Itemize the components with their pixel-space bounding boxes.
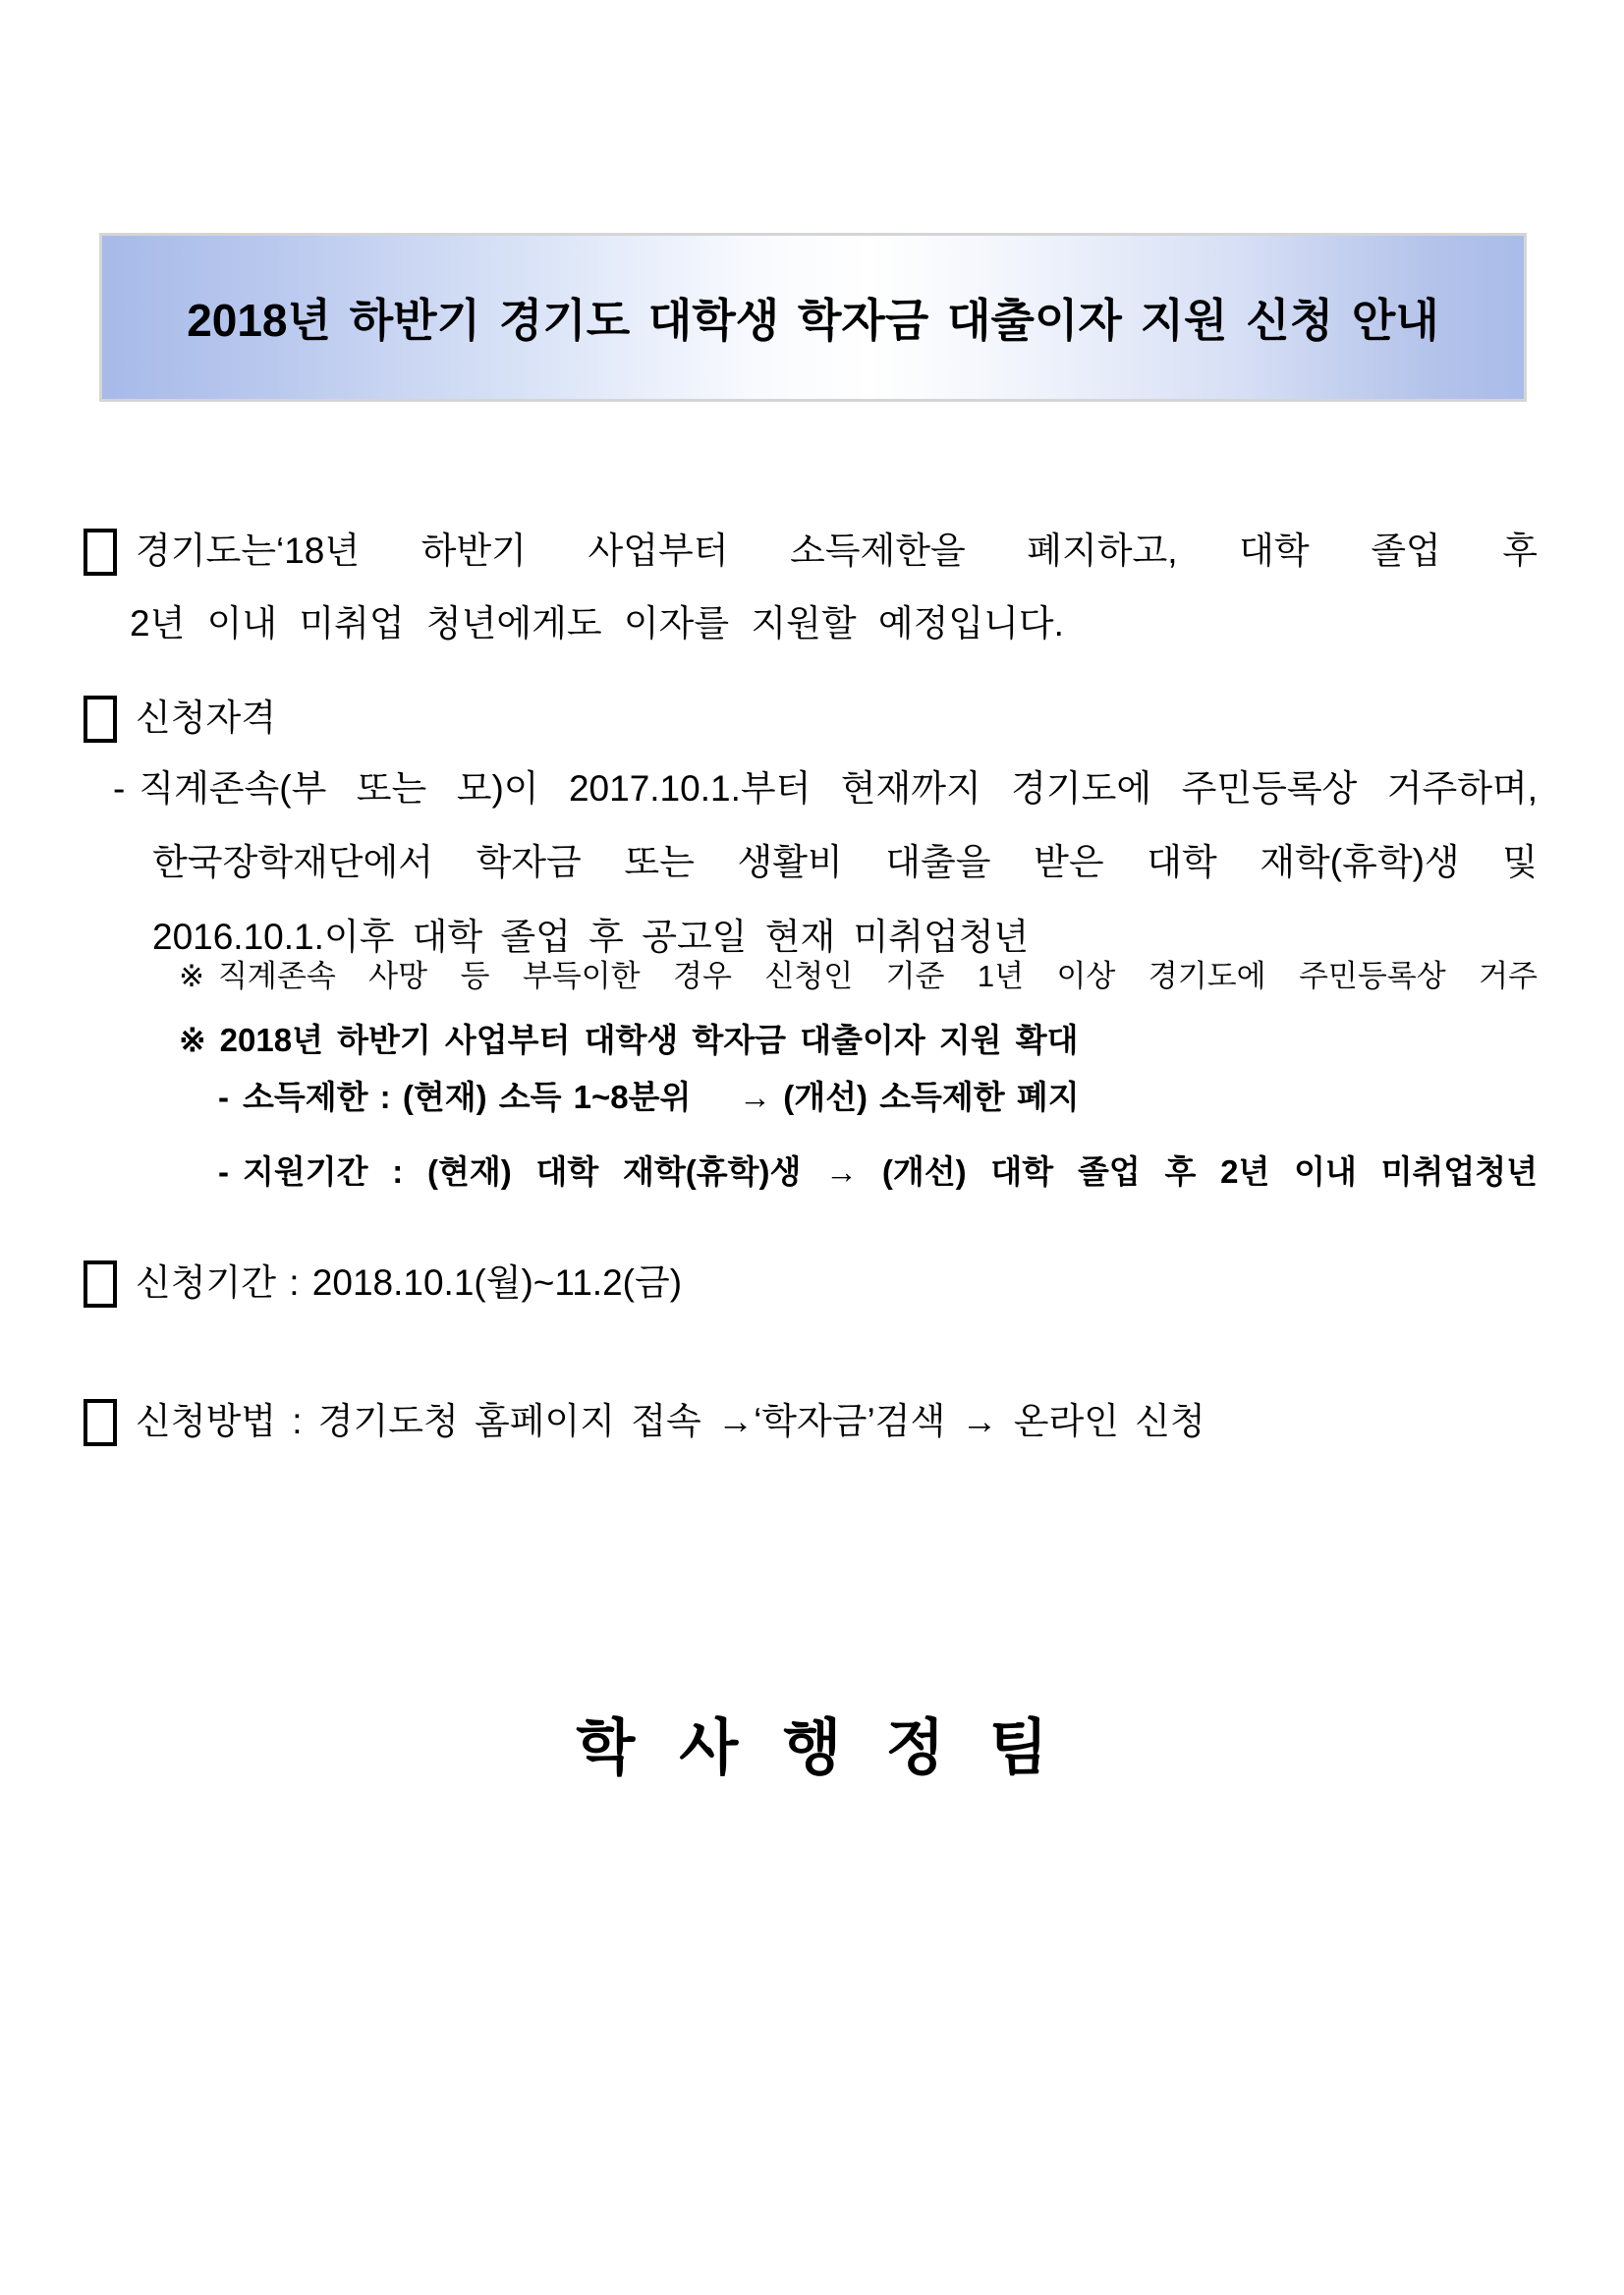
improvement-item-period bbox=[218, 1136, 1538, 1208]
application-method: 신청방법 : 경기도청 홈페이지 접속 →‘학자금’검색 → 온라인 신청 bbox=[136, 1401, 1205, 1441]
intro-line-1: 경기도는‘18년 하반기 사업부터 소득제한을 폐지하고, 대학 졸업 후 bbox=[136, 531, 1538, 571]
square-bullet-icon bbox=[84, 1399, 117, 1446]
eligibility-item-line-3: 2016.10.1.이후 대학 졸업 후 공고일 현재 미취업청년 bbox=[152, 917, 1030, 957]
dash-marker: - bbox=[218, 1153, 229, 1190]
reference-mark-icon: ※ bbox=[179, 1022, 206, 1058]
document-title: 2018년 하반기 경기도 대학생 학자금 대출이자 지원 신청 안내 bbox=[187, 295, 1439, 346]
dash-marker: - bbox=[113, 768, 126, 809]
reference-note-1-text: 직계존속 사망 등 부득이한 경우 신청인 기준 1년 이상 경기도에 주민등록상 거주 bbox=[217, 959, 1538, 993]
reference-mark-icon: ※ bbox=[179, 959, 204, 993]
square-bullet-icon bbox=[84, 1260, 117, 1308]
square-bullet-icon bbox=[84, 696, 117, 743]
reference-note-1 bbox=[179, 940, 1538, 1013]
eligibility-item bbox=[113, 753, 1538, 825]
square-bullet-icon bbox=[84, 529, 117, 576]
improvement-item-income-text: 소득제한 : (현재) 소득 1~8분위 → (개선) 소득제한 폐지 bbox=[243, 1079, 1080, 1115]
title-banner bbox=[99, 233, 1527, 402]
eligibility-item-line-1: 직계존속(부 또는 모)이 2017.10.1.부터 현재까지 경기도에 주민등록상 거주하며, bbox=[139, 768, 1538, 809]
eligibility-heading: 신청자격 bbox=[136, 698, 276, 738]
dash-marker: - bbox=[218, 1079, 229, 1115]
application-period: 신청기간 : 2018.10.1(월)~11.2(금) bbox=[136, 1262, 683, 1303]
intro-line-2: 2년 이내 미취업 청년에게도 이자를 지원할 예정입니다. bbox=[130, 603, 1064, 644]
improvement-item-period-text: 지원기간 : (현재) 대학 재학(휴학)생 → (개선) 대학 졸업 후 2년 이내 미취업청년 bbox=[243, 1153, 1538, 1190]
footer-team-name: 학 사 행 정 팀 bbox=[576, 1714, 1048, 1782]
eligibility-item-line-2: 한국장학재단에서 학자금 또는 생활비 대출을 받은 대학 재학(휴학)생 및 bbox=[152, 842, 1538, 882]
reference-note-2-text: 2018년 하반기 사업부터 대학생 학자금 대출이자 지원 확대 bbox=[219, 1022, 1079, 1058]
improvement-item-income bbox=[218, 1061, 1080, 1134]
